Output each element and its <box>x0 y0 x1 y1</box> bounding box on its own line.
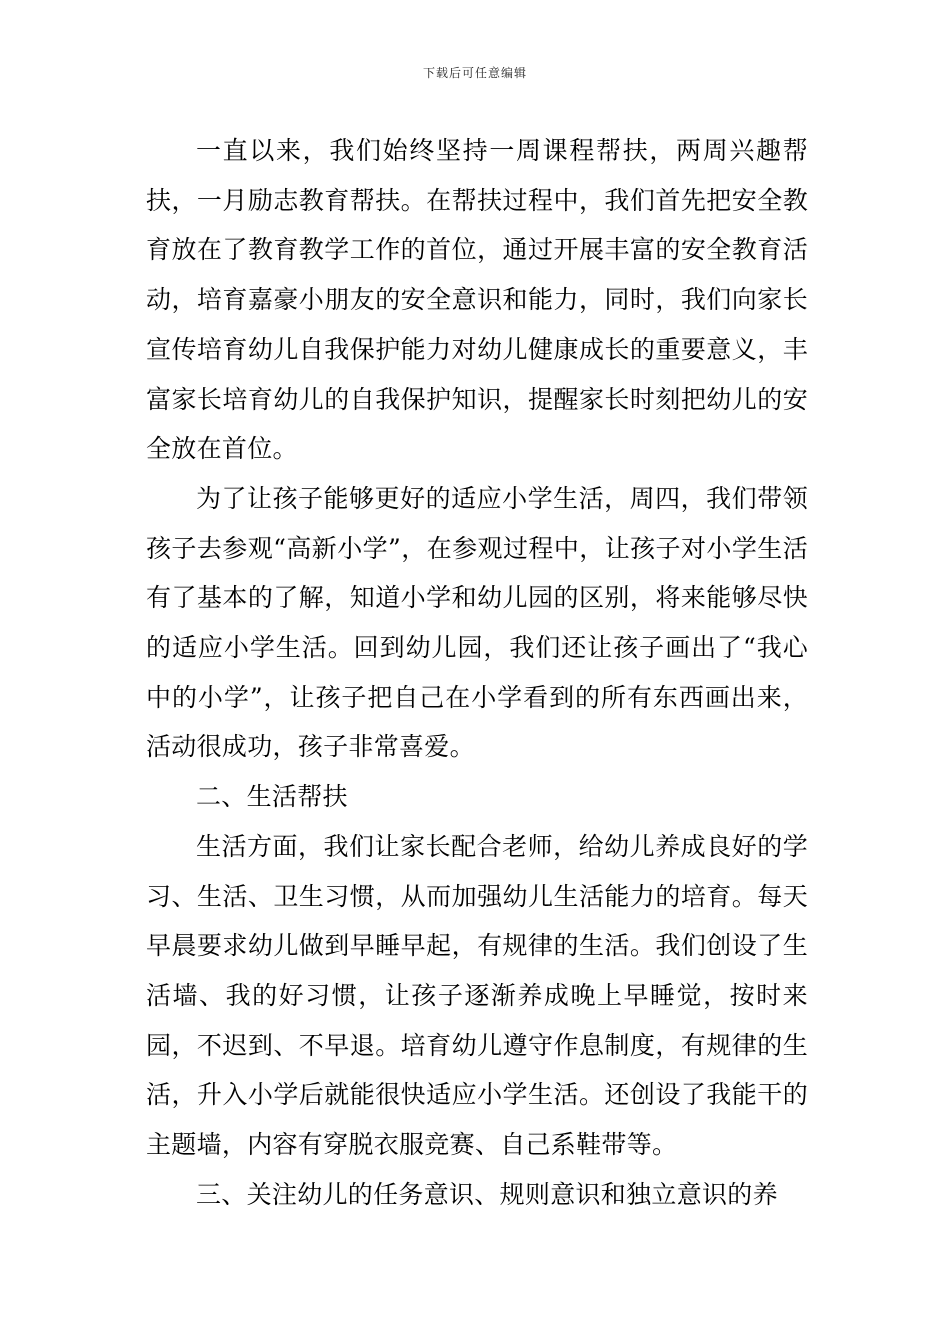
page-header-note: 下载后可任意编辑 <box>422 66 527 80</box>
document-body <box>146 126 808 1219</box>
paragraph-school-visit: 为了让孩子能够更好的适应小学生活，周四，我们带领孩子去参观“高新小学”，在参观过程中，让孩子对小学生活有了基本的了解，知道小学和幼儿园的区别，将来能够尽快的适应小学生活。回到幼儿园，我们还让孩子画出了“我心中的小学”，让孩子把自己在小学看到的所有东西画出来，活动很成功，孩子非常喜爱。 <box>146 483 808 762</box>
paragraph-life-habits: 生活方面，我们让家长配合老师，给幼儿养成良好的学习、生活、卫生习惯，从而加强幼儿生活能力的培育。每天早晨要求幼儿做到早睡早起，有规律的生活。我们创设了生活墙、我的好习惯，让孩子逐渐养成晚上早睡觉，按时来园，不迟到、不早退。培育幼儿遵守作息制度，有规律的生活，升入小学后就能很快适应小学生活。还创设了我能干的主题墙，内容有穿脱衣服竞赛、自己系鞋带等。 <box>146 831 808 1160</box>
paragraph-safety-education: 一直以来，我们始终坚持一周课程帮扶，两周兴趣帮扶，一月励志教育帮扶。在帮扶过程中，我们首先把安全教育放在了教育教学工作的首位，通过开展丰富的安全教育活动，培育嘉豪小朋友的安全意识和能力，同时，我们向家长宣传培育幼儿自我保护能力对幼儿健康成长的重要意义，丰富家长培育幼儿的自我保护知识，提醒家长时刻把幼儿的安全放在首位。 <box>146 136 808 464</box>
section-heading-awareness: 三、关注幼儿的任务意识、规则意识和独立意识的养 <box>196 1179 778 1209</box>
section-heading-life-support: 二、生活帮扶 <box>196 782 348 812</box>
